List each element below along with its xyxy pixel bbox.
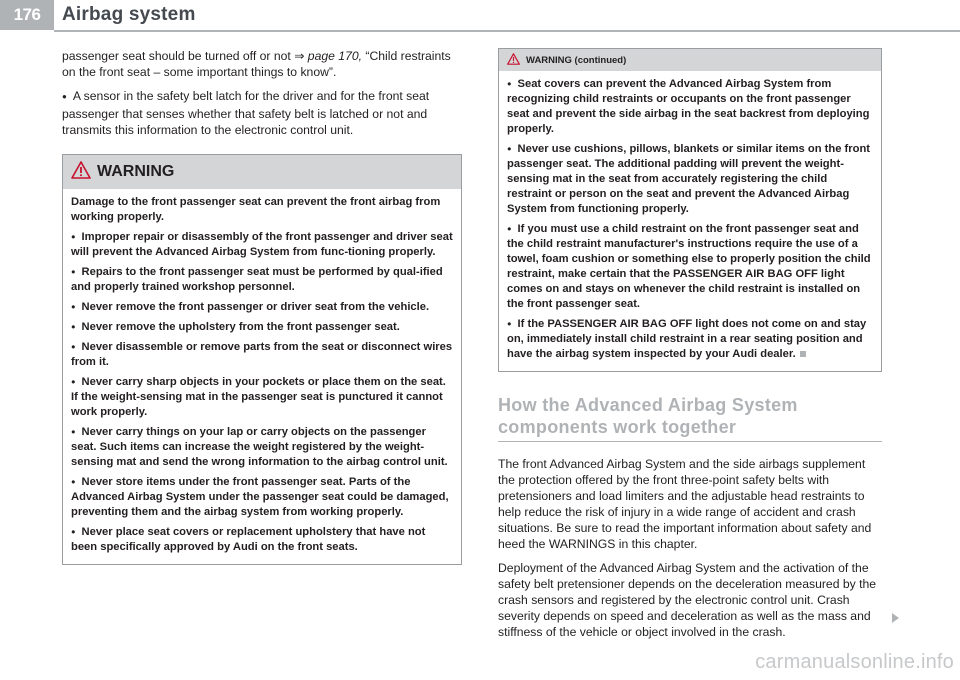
warning-box xyxy=(62,154,462,565)
body-paragraph: The front Advanced Airbag System and the side airbags supplement the protection offered by the front three-point safety belts with pretensioners and load limiters and the adjustable head restraints to help reduce the risk of injury in a wide range of accident and crash situations. Be sure to read the important information about safety and heed the WARNINGS in this chapter. xyxy=(498,457,872,551)
warning-item: ● Seat covers can prevent the Advanced Airbag System from recognizing child restraints or occupants on the front passenger seat and prevent the side airbag in the seat backrest from deploying properly. xyxy=(507,77,873,137)
left-column xyxy=(62,48,462,565)
warning-item: ● Never remove the upholstery from the front passenger seat. xyxy=(71,320,453,335)
page-reference-link[interactable]: page 170, xyxy=(307,49,363,63)
warning-item: ● Improper repair or disassembly of the front passenger and driver seat will prevent the Advanced Airbag System from func-tioning properly. xyxy=(71,230,453,260)
warning-continued-body xyxy=(499,71,881,371)
intro-text-post: “Child restraints on the front seat – some important things to know”. xyxy=(62,49,451,79)
page-header xyxy=(0,0,960,32)
warning-item: ● Never carry things on your lap or carry objects on the passenger seat. Such items can increase the weight registered by the weight-sensing mat and send the wrong information to the airbag control unit. xyxy=(71,425,453,470)
section-title: Airbag system xyxy=(62,4,196,25)
warning-item: ● Never remove the front passenger or driver seat from the vehicle. xyxy=(71,300,453,315)
warning-continued-header xyxy=(499,49,881,71)
warning-title: WARNING xyxy=(97,163,175,180)
page-number: 176 xyxy=(0,0,54,30)
subheading xyxy=(498,394,882,438)
continue-arrow-icon xyxy=(892,613,899,623)
warning-item: ● Never place seat covers or replacement upholstery that have not been specifically approved by Audi on the front seats. xyxy=(71,525,453,555)
end-of-section-marker xyxy=(800,351,806,357)
body-paragraph: Deployment of the Advanced Airbag System and the activation of the safety belt pretensioner depends on the deceleration measured by the crash sensors and registered by the electronic control unit. Crash severity depends on speed and deceleration as well as the mass and stiffness of the vehicle or object involved in the crash. xyxy=(498,561,877,639)
warning-item: ● Repairs to the front passenger seat must be performed by qual-ified and properly trained workshop personnel. xyxy=(71,265,453,295)
intro-text-pre: passenger seat should be turned off or not xyxy=(62,49,295,63)
warning-item: ● Never store items under the front passenger seat. Parts of the Advanced Airbag System under the passenger seat could be damaged, preventing them and the airbag system from working properly. xyxy=(71,475,453,520)
warning-body xyxy=(63,189,461,564)
ref-arrow-icon: ⇒ xyxy=(294,49,305,63)
subheading-line-1: How the Advanced Airbag System xyxy=(498,395,798,415)
warning-item: ● If you must use a child restraint on the front passenger seat and the child restraint manufacturer's instructions require the use of a towel, foam cushion or something else to properly position the child restraint, make certain that the PASSENGER AIR BAG OFF light comes on and stays on whenever the child restraint is installed on the front passenger seat. xyxy=(507,222,873,312)
warning-triangle-icon xyxy=(71,161,91,184)
header-rule xyxy=(54,30,960,32)
warning-item-text: If the PASSENGER AIR BAG OFF light does not come on and stay on, immediately install child restraint in a rear seating position and have the airbag system inspected by your Audi dealer. xyxy=(507,318,867,360)
warning-item: ● Never use cushions, pillows, blankets or similar items on the front passenger seat. The additional padding will prevent the weight-sensing mat in the seat from accurately registering the child restraint or person on the seat and prevent the Advanced Airbag System from functioning properly. xyxy=(507,142,873,217)
warning-header xyxy=(63,155,461,189)
subheading-rule xyxy=(498,441,882,442)
warning-item xyxy=(507,317,873,362)
warning-item: ● Never disassemble or remove parts from the seat or disconnect wires from it. xyxy=(71,340,453,370)
sensor-bullet: ● A sensor in the safety belt latch for the driver and for the front seat passenger that senses whether that safety belt is latched or not and transmits this information to the electronic control unit. xyxy=(62,88,462,138)
intro-paragraph xyxy=(62,48,462,80)
warning-continued-box xyxy=(498,48,882,372)
watermark: carmanualsonline.info xyxy=(755,651,954,673)
right-column xyxy=(498,48,882,648)
warning-lead: Damage to the front passenger seat can prevent the front airbag from working properly. xyxy=(71,196,441,223)
warning-item: ● Never carry sharp objects in your pockets or place them on the seat. If the weight-sensing mat in the passenger seat is punctured it cannot work properly. xyxy=(71,375,453,420)
warning-continued-title: WARNING (continued) xyxy=(526,54,627,66)
subheading-line-2: components work together xyxy=(498,417,737,437)
warning-triangle-icon xyxy=(507,53,520,68)
